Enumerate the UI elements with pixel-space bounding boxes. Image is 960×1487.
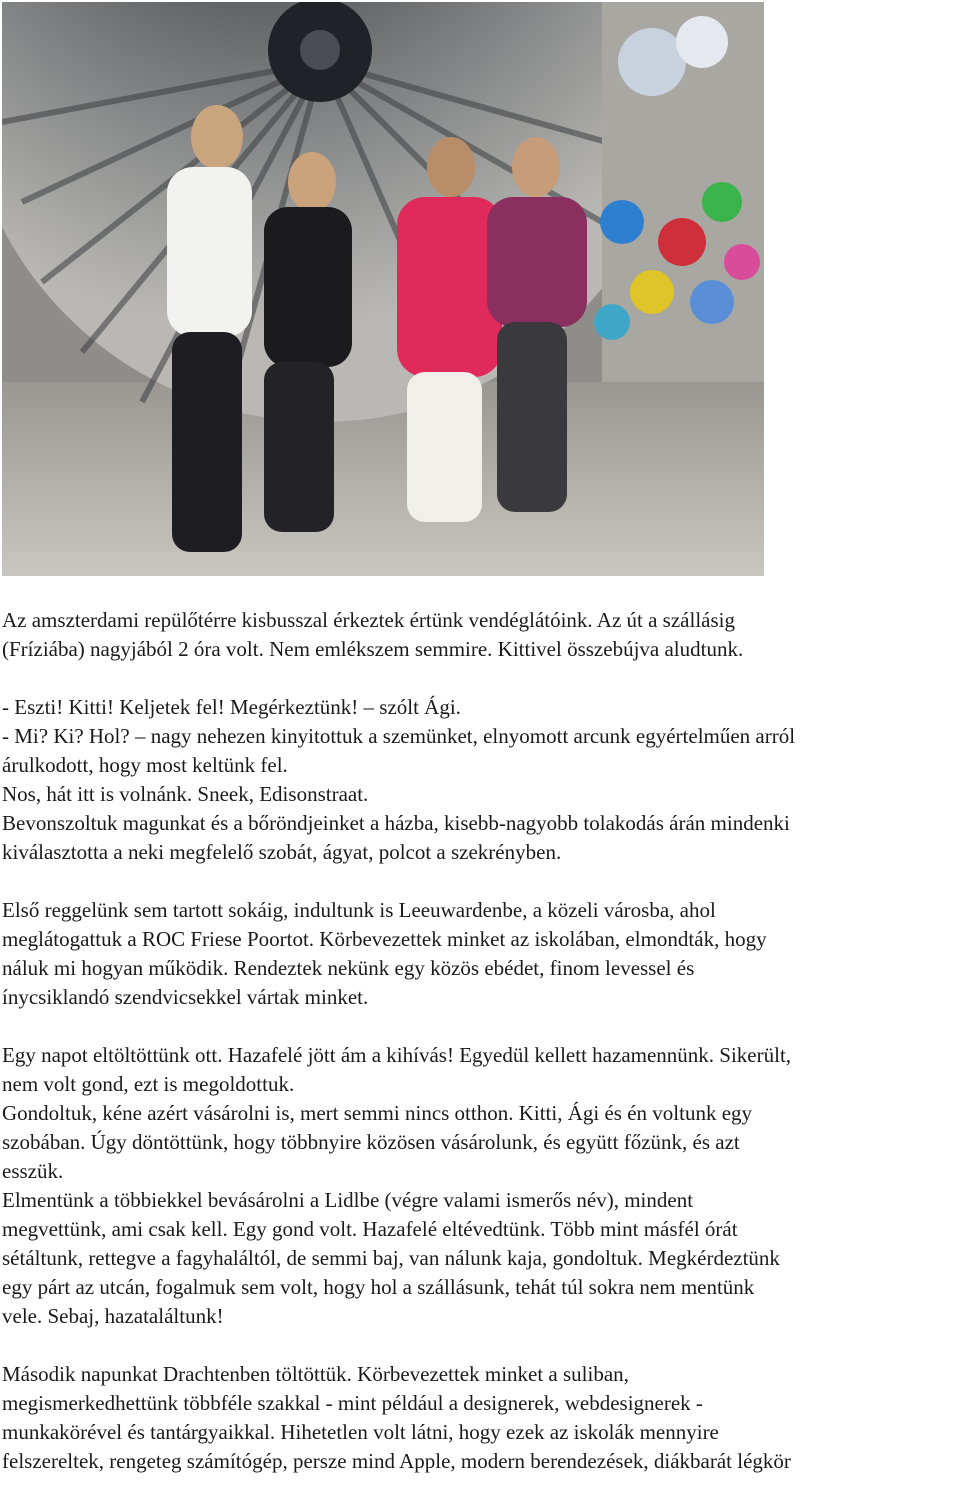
text-line: náluk mi hogyan működik. Rendeztek nekünk egy közös ebédet, finom levessel és [2, 956, 695, 980]
text-line: Az amszterdami repülőtérre kisbusszal érkeztek értünk vendéglátóink. Az út a szállásig [2, 608, 735, 632]
text-line: (Fríziába) nagyjából 2 óra volt. Nem emlékszem semmire. Kittivel összebújva aludtunk. [2, 637, 744, 661]
text-line: Első reggelünk sem tartott sokáig, indultunk is Leeuwardenbe, a közeli városba, ahol [2, 898, 716, 922]
text-line: egy párt az utcán, fogalmuk sem volt, hogy hol a szállásunk, tehát túl sokra nem mentünk [2, 1275, 755, 1299]
airport-group-photo [2, 2, 764, 576]
paragraph-gap [2, 664, 958, 693]
text-line: kiválasztotta a neki megfelelő szobát, ágyat, polcot a szekrényben. [2, 840, 562, 864]
text-line: ínycsiklandó szendvicsekkel vártak minket. [2, 985, 369, 1009]
text-line: Második napunkat Drachtenben töltöttük. Körbevezettek minket a suliban, [2, 1362, 629, 1386]
text-line: nem volt gond, ezt is megoldottuk. [2, 1072, 295, 1096]
text-line: Egy napot eltöltöttünk ott. Hazafelé jött ám a kihívás! Egyedül kellett hazamennünk. Sikerült, [2, 1043, 792, 1067]
text-line: Elmentünk a többiekkel bevásárolni a Lidlbe (végre valami ismerős név), mindent [2, 1188, 694, 1212]
text-line: - Eszti! Kitti! Keljetek fel! Megérkeztünk! – szólt Ági. [2, 695, 461, 719]
text-line: árulkodott, hogy most keltünk fel. [2, 753, 288, 777]
text-line: felszereltek, rengeteg számítógép, persze mind Apple, modern berendezések, diákbarát légkör [2, 1449, 791, 1473]
text-line: esszük. [2, 1159, 64, 1183]
text-line: Nos, hát itt is volnánk. Sneek, Edisonstraat. [2, 782, 369, 806]
text-line: - Mi? Ki? Hol? – nagy nehezen kinyitottuk a szemünket, elnyomott arcunk egyértelműen arról [2, 724, 796, 748]
article-text [2, 606, 958, 1476]
paragraph-gap [2, 867, 958, 896]
text-line: meglátogattuk a ROC Friese Poortot. Körbevezettek minket az iskolában, elmondták, hogy [2, 927, 767, 951]
text-line: vele. Sebaj, hazataláltunk! [2, 1304, 224, 1328]
text-line: Gondoltuk, kéne azért vásárolni is, mert semmi nincs otthon. Kitti, Ági és én voltunk egy [2, 1101, 753, 1125]
text-line: munkakörével és tantárgyaikkal. Hihetetlen volt látni, hogy ezek az iskolák mennyire [2, 1420, 719, 1444]
text-line: megismerkedhettünk többféle szakkal - mint például a designerek, webdesignerek - [2, 1391, 703, 1415]
paragraph-gap [2, 1012, 958, 1041]
text-line: sétáltunk, rettegve a fagyhaláltól, de semmi baj, van nálunk kaja, gondoltuk. Megkérdeztünk [2, 1246, 780, 1270]
text-line: szobában. Úgy döntöttünk, hogy többnyire közösen vásárolunk, és együtt főzünk, és azt [2, 1130, 740, 1154]
paragraph-gap [2, 1331, 958, 1360]
text-line: megvettünk, ami csak kell. Egy gond volt. Hazafelé eltévedtünk. Több mint másfél órát [2, 1217, 738, 1241]
text-line: Bevonszoltuk magunkat és a bőröndjeinket a házba, kisebb-nagyobb tolakodás árán mindenki [2, 811, 790, 835]
